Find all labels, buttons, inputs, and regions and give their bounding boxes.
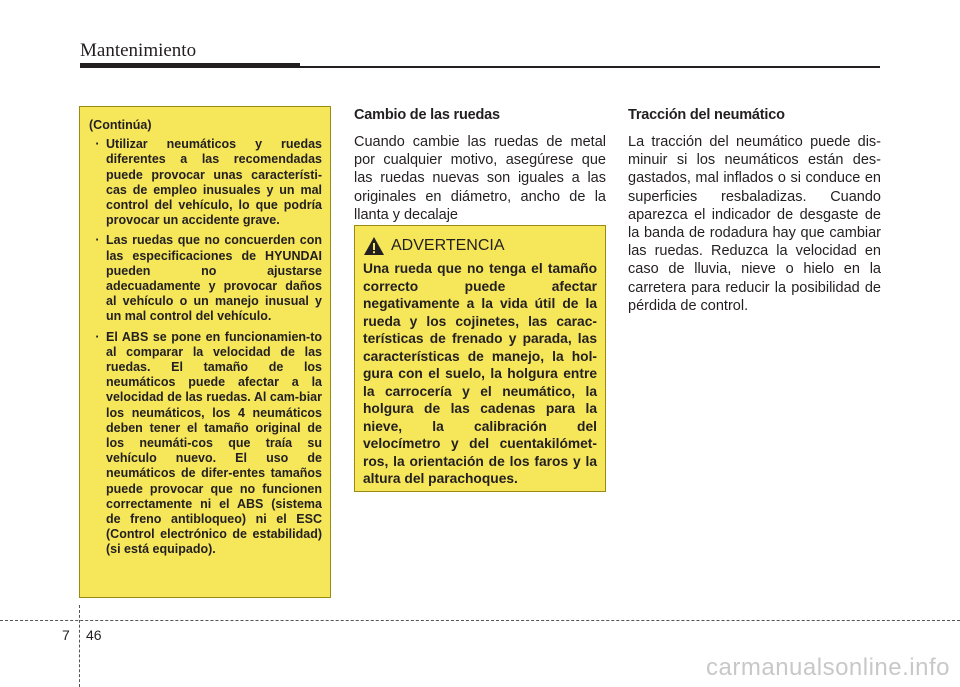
chapter-number: 7 xyxy=(62,627,70,643)
bullet-text: Las ruedas que no concuerden con las especificaciones de HYUNDAI pueden no ajustarse adecuadamente y provocar daños al vehículo o un manejo inusual y un mal control del vehículo. xyxy=(106,233,322,324)
bullet-text: El ABS se pone en funcionamien-to al comparar la velocidad de las ruedas. El tamaño de los neumáticos puede afectar a la velocidad de las ruedas. Al cam-biar los neumáticos, los 4 neumáticos deben tener el tamaño original de los neumáti-cos que traía su vehículo nuevo. El uso de neumáticos de difer-entes tamaños puede provocar que no funcionen correctamente ni el ABS (sistema de freno antibloqueo) ni el ESC (Control electrónico de estabilidad) (si está equipado). xyxy=(106,329,322,557)
list-item xyxy=(89,137,322,228)
warning-header xyxy=(363,236,597,256)
footer-divider xyxy=(79,605,80,687)
warning-triangle-icon xyxy=(363,236,385,256)
page-header-title: Mantenimiento xyxy=(80,40,197,61)
section-title: Tracción del neumático xyxy=(628,107,785,123)
list-item xyxy=(89,233,322,324)
section-body: La tracción del neumático puede dis-minuir si los neumáticos están des-gastados, mal inflados o si conduce en superficies resbaladizas. Cuando aparezca el indicador de desgaste de la banda de rodadura hay que cambiar las ruedas. Reduzca la velocidad en caso de lluvia, nieve o hielo en la carretera para reducir la posibilidad de pérdida de control. xyxy=(628,134,881,314)
warning-text: Una rueda que no tenga el tamaño correcto puede afectar negativamente a la vida útil de la rueda y los cojinetes, las carac-terísticas de frenado y parada, las características de manejo, la hol-gura con el suelo, la holgura entre la carrocería y el neumático, la holgura de las cadenas para la nieve, la calibración del velocímetro y del cuentakilómet-ros, la orientación de los faros y la altura del parachoques. xyxy=(363,261,597,486)
section-title: Cambio de las ruedas xyxy=(354,107,500,123)
bullet-mark: · xyxy=(95,233,100,248)
section-body: Cuando cambie las ruedas de metal por cualquier motivo, asegúrese que las ruedas nuevas son iguales a las originales en diámetro, ancho de la llanta y decalaje xyxy=(354,134,606,223)
wheels-section xyxy=(354,107,606,224)
watermark: carmanualsonline.info xyxy=(706,654,950,681)
warning-box xyxy=(354,225,606,492)
footer-rule xyxy=(0,620,960,621)
page-number: 46 xyxy=(86,627,102,643)
list-item xyxy=(89,330,322,558)
bullet-text: Utilizar neumáticos y ruedas diferentes a las recomendadas puede provocar unas característi-cas de empleo inusuales y un mal control del vehículo, lo que podría provocar un accidente grave. xyxy=(106,137,322,228)
continued-warning-box xyxy=(79,106,331,598)
bullet-mark: · xyxy=(95,137,100,152)
traction-section xyxy=(628,107,881,315)
header-rule xyxy=(80,66,880,68)
continued-label: (Continúa) xyxy=(89,118,152,132)
warning-title: ADVERTENCIA xyxy=(391,237,505,254)
bullet-mark: · xyxy=(95,329,100,344)
